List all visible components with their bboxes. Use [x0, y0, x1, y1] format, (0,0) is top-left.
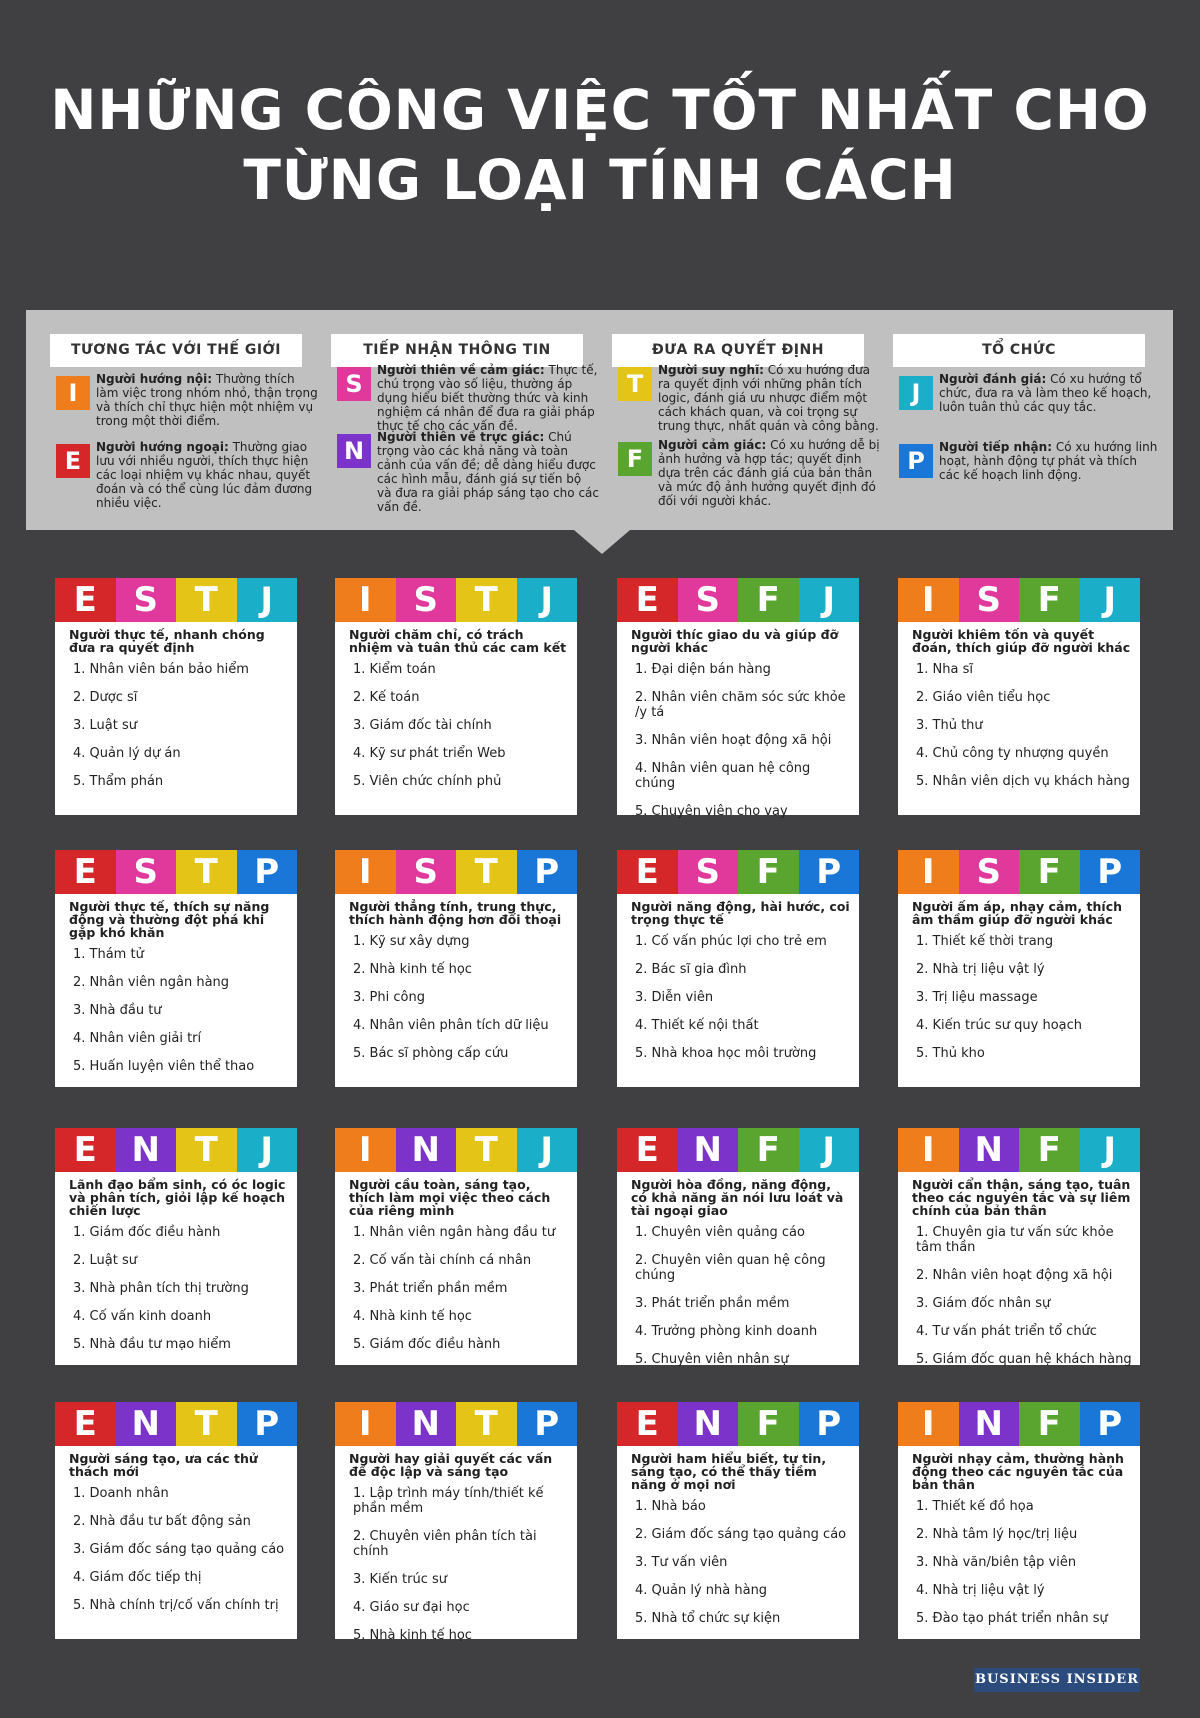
job-item: 5. Giám đốc điều hành — [353, 1337, 501, 1352]
job-item: 3. Nhà đầu tư — [73, 1003, 162, 1018]
job-item: 1. Đại diện bán hàng — [635, 662, 771, 677]
job-item: 1. Giám đốc điều hành — [73, 1225, 221, 1240]
type-letter: N — [116, 1402, 177, 1446]
type-letter: T — [456, 578, 517, 622]
legend-definition: Thường giao lưu với nhiều người, thích thực hiện các loại nhiệm vụ khác nhau, quyết đoán và có thể cùng lúc đảm đương nhiều việc. — [96, 440, 313, 510]
job-item: 5. Bác sĩ phòng cấp cứu — [353, 1046, 509, 1061]
legend-description — [939, 372, 1161, 414]
type-letter: I — [335, 578, 396, 622]
personality-card — [617, 1128, 859, 1365]
job-list — [617, 1499, 859, 1626]
type-letter: E — [617, 578, 678, 622]
job-item: 4. Nhân viên quan hệ công chúng — [635, 761, 811, 791]
legend-term: Người cảm giác: — [658, 438, 767, 452]
personality-card — [335, 1402, 577, 1643]
page-title — [0, 75, 1200, 215]
job-list — [335, 662, 577, 789]
job-list — [617, 934, 859, 1061]
job-list — [55, 662, 297, 789]
legend-description — [96, 372, 318, 428]
job-item: 5. Giám đốc quan hệ khách hàng — [916, 1352, 1132, 1367]
type-letters — [335, 1402, 577, 1446]
type-letter: T — [456, 1128, 517, 1172]
job-item: 4. Quản lý nhà hàng — [635, 1583, 768, 1598]
type-letters — [617, 578, 859, 622]
legend-definition: Có xu hướng dễ bị ảnh hưởng và hợp tác; quyết định dựa trên các đánh giá của bản thân và mức độ ảnh hưởng quyết định đó đối với người khác. — [658, 438, 880, 508]
job-item: 4. Nhà trị liệu vật lý — [916, 1583, 1045, 1598]
job-item: 3. Diễn viên — [635, 990, 714, 1005]
type-description: Người hòa đồng, năng động, có khả năng ăn nói lưu loát và tài ngoại giao — [631, 1177, 844, 1218]
job-list — [335, 1486, 577, 1643]
job-item: 2. Nhà kinh tế học — [353, 962, 472, 977]
type-letters — [898, 578, 1140, 622]
legend-description — [96, 440, 318, 510]
legend-term: Người thiên về trực giác: — [377, 430, 545, 444]
legend-term: Người tiếp nhận: — [939, 440, 1052, 454]
job-item: 1. Doanh nhân — [73, 1486, 169, 1501]
type-letter: I — [898, 578, 959, 622]
job-item: 2. Nhà đầu tư bất động sản — [73, 1514, 251, 1529]
legend-definition: Có xu hướng linh hoạt, hành động tự phát và thích các kế hoạch linh động. — [939, 440, 1158, 482]
job-item: 1. Nhà báo — [635, 1499, 706, 1514]
personality-card — [617, 850, 859, 1087]
job-item: 5. Nhà đầu tư mạo hiểm — [73, 1337, 231, 1352]
legend-letter-badge: J — [899, 376, 933, 410]
job-item: 5. Nhà kinh tế học — [353, 1628, 472, 1643]
job-item: 1. Kiểm toán — [353, 662, 436, 677]
type-letter: S — [396, 578, 457, 622]
job-item: 4. Nhân viên giải trí — [73, 1031, 202, 1046]
legend-column — [331, 334, 599, 514]
job-item: 5. Thẩm phán — [73, 774, 164, 789]
title-line-2: TỪNG LOẠI TÍNH CÁCH — [243, 148, 957, 212]
type-description: Người sáng tạo, ưa các thử thách mới — [69, 1451, 258, 1479]
type-letter: N — [396, 1402, 457, 1446]
job-item: 2. Nhân viên hoạt động xã hội — [916, 1268, 1113, 1283]
job-item: 4. Cố vấn kinh doanh — [73, 1309, 212, 1324]
job-item: 1. Kỹ sư xây dựng — [353, 934, 470, 949]
type-description: Người khiêm tốn và quyết đoán, thích giúp đỡ người khác — [912, 627, 1131, 655]
type-letter: F — [1019, 850, 1080, 894]
job-item: 4. Nhân viên phân tích dữ liệu — [353, 1018, 549, 1033]
type-letter: J — [517, 1128, 578, 1172]
job-item: 5. Viên chức chính phủ — [353, 774, 502, 789]
job-item: 3. Thủ thư — [916, 718, 983, 733]
job-item: 4. Kỹ sư phát triển Web — [353, 746, 506, 761]
job-item: 1. Nhân viên bán bảo hiểm — [73, 662, 249, 677]
type-letter: J — [799, 1128, 860, 1172]
job-item: 3. Phi công — [353, 990, 425, 1005]
legend-column — [50, 334, 318, 510]
type-letter: P — [799, 1402, 860, 1446]
legend-term: Người thiên về cảm giác: — [377, 363, 545, 377]
personality-card — [55, 850, 297, 1087]
type-letters — [898, 850, 1140, 894]
personality-card — [55, 1402, 297, 1639]
legend-definition: Có xu hướng tổ chức, đưa ra và làm theo kế hoạch, luôn tuân thủ các quy tắc. — [939, 372, 1152, 414]
type-letter: J — [1080, 1128, 1141, 1172]
type-letter: P — [517, 1402, 578, 1446]
type-letter: F — [738, 1402, 799, 1446]
title-line-1: NHỮNG CÔNG VIỆC TỐT NHẤT CHO — [50, 78, 1150, 142]
job-item: 3. Giám đốc nhân sự — [916, 1296, 1051, 1311]
job-item: 5. Huấn luyện viên thể thao — [73, 1059, 255, 1074]
type-letters — [55, 850, 297, 894]
job-item: 5. Nhân viên dịch vụ khách hàng — [916, 774, 1130, 789]
personality-card — [55, 578, 297, 815]
type-letter: T — [176, 850, 237, 894]
legend-panel — [26, 310, 1173, 530]
legend-description — [658, 438, 880, 508]
type-letter: P — [237, 850, 298, 894]
job-item: 4. Giáo sư đại học — [353, 1600, 470, 1615]
type-letters — [335, 850, 577, 894]
legend-definition: Thường thích làm việc trong nhóm nhỏ, thận trọng và thích chỉ thực hiện một nhiệm vụ trong một thời điểm. — [96, 372, 318, 428]
type-letter: S — [116, 850, 177, 894]
legend-letter-badge: P — [899, 444, 933, 478]
type-letter: N — [396, 1128, 457, 1172]
job-item: 1. Thiết kế thời trang — [916, 934, 1054, 949]
job-item: 4. Chủ công ty nhượng quyền — [916, 746, 1109, 761]
type-letter: J — [237, 578, 298, 622]
type-letter: I — [898, 1128, 959, 1172]
type-letters — [335, 1128, 577, 1172]
job-item: 1. Thám tử — [73, 947, 144, 962]
job-item: 3. Nhà văn/biên tập viên — [916, 1555, 1077, 1570]
type-letter: E — [55, 1128, 116, 1172]
legend-heading: TƯƠNG TÁC VỚI THẾ GIỚI — [50, 334, 302, 367]
type-letter: S — [396, 850, 457, 894]
legend-definition: Chú trọng vào các khả năng và toàn cảnh của vấn đề; dễ dàng hiểu được các hình mẫu, đánh giá sự tiến bộ và đưa ra giải pháp sáng tạo cho các vấn đề. — [377, 430, 599, 514]
personality-card — [898, 1402, 1140, 1639]
job-list — [335, 1225, 577, 1352]
job-item: 4. Giám đốc tiếp thị — [73, 1570, 202, 1585]
type-letter: T — [176, 1128, 237, 1172]
job-item: 1. Lập trình máy tính/thiết kế phần mềm — [353, 1486, 544, 1516]
type-letter: E — [617, 850, 678, 894]
job-item: 2. Nhân viên ngân hàng — [73, 975, 230, 990]
legend-term: Người suy nghĩ: — [658, 363, 764, 377]
job-item: 5. Nhà khoa học môi trường — [635, 1046, 817, 1061]
type-letter: J — [799, 578, 860, 622]
personality-card — [335, 1128, 577, 1365]
type-letter: F — [1019, 1128, 1080, 1172]
type-letters — [55, 1128, 297, 1172]
type-description: Người ham hiểu biết, tự tin, sáng tạo, có thể thấy tiềm năng ở mọi nơi — [631, 1451, 827, 1492]
type-description: Người ấm áp, nhạy cảm, thích âm thầm giúp đỡ người khác — [912, 899, 1122, 927]
legend-heading: TỔ CHỨC — [893, 334, 1145, 367]
job-item: 2. Cố vấn tài chính cá nhân — [353, 1253, 532, 1268]
type-letter: F — [1019, 578, 1080, 622]
type-letters — [617, 1402, 859, 1446]
legend-letter-badge: E — [56, 444, 90, 478]
type-letter: S — [959, 578, 1020, 622]
type-letters — [617, 850, 859, 894]
personality-card — [898, 1128, 1140, 1365]
type-letter: N — [959, 1402, 1020, 1446]
job-item: 1. Chuyên viên quảng cáo — [635, 1225, 805, 1240]
type-letter: N — [116, 1128, 177, 1172]
type-letter: I — [335, 1128, 396, 1172]
type-letter: J — [1080, 578, 1141, 622]
type-letter: S — [678, 850, 739, 894]
type-letter: N — [959, 1128, 1020, 1172]
job-item: 4. Thiết kế nội thất — [635, 1018, 759, 1033]
type-description: Người thực tế, nhanh chóng đưa ra quyết định — [69, 627, 265, 655]
legend-description — [939, 440, 1161, 482]
type-letters — [898, 1128, 1140, 1172]
job-item: 2. Chuyên viên phân tích tài chính — [353, 1529, 537, 1559]
type-letter: P — [799, 850, 860, 894]
job-item: 3. Giám đốc tài chính — [353, 718, 492, 733]
type-description: Người cầu toàn, sáng tạo, thích làm mọi việc theo cách của riêng mình — [349, 1177, 551, 1218]
legend-column — [612, 334, 880, 508]
type-letters — [898, 1402, 1140, 1446]
job-item: 2. Nhân viên chăm sóc sức khỏe /y tá — [635, 690, 846, 720]
type-letter: J — [517, 578, 578, 622]
legend-term: Người hướng ngoại: — [96, 440, 229, 454]
type-letter: I — [898, 850, 959, 894]
legend-column — [893, 334, 1158, 482]
type-letter: F — [738, 1128, 799, 1172]
job-item: 1. Nhân viên ngân hàng đầu tư — [353, 1225, 556, 1240]
personality-card — [898, 578, 1140, 815]
job-item: 2. Giám đốc sáng tạo quảng cáo — [635, 1527, 847, 1542]
job-item: 2. Nhà tâm lý học/trị liệu — [916, 1527, 1078, 1542]
personality-card — [335, 578, 577, 815]
job-item: 4. Quản lý dự án — [73, 746, 181, 761]
type-letter: J — [237, 1128, 298, 1172]
job-item: 4. Trưởng phòng kinh doanh — [635, 1324, 818, 1339]
legend-definition: Thực tế, chú trọng vào số liệu, thường áp dụng hiểu biết thường thức và kinh nghiệm cá nhân để đưa ra giải pháp thực tế cho các vấn đề. — [377, 363, 598, 433]
personality-card — [898, 850, 1140, 1087]
type-letters — [55, 1402, 297, 1446]
type-letter: P — [1080, 1402, 1141, 1446]
legend-heading: ĐƯA RA QUYẾT ĐỊNH — [612, 334, 864, 367]
type-letter: T — [176, 1402, 237, 1446]
type-letter: I — [335, 1402, 396, 1446]
job-item: 3. Kiến trúc sư — [353, 1572, 448, 1587]
job-item: 3. Nhân viên hoạt động xã hội — [635, 733, 832, 748]
type-letter: P — [517, 850, 578, 894]
type-letter: P — [1080, 850, 1141, 894]
job-list — [55, 1225, 297, 1352]
legend-description — [377, 363, 599, 433]
job-item: 1. Thiết kế đồ họa — [916, 1499, 1034, 1514]
job-list — [617, 1225, 859, 1367]
type-letter: N — [678, 1402, 739, 1446]
type-letter: T — [176, 578, 237, 622]
job-item: 5. Thủ kho — [916, 1046, 985, 1061]
job-item: 1. Nha sĩ — [916, 662, 973, 677]
type-description: Lãnh đạo bẩm sinh, có óc logic và phân tích, giỏi lập kế hoạch chiến lược — [69, 1177, 286, 1218]
job-item: 5. Chuyên viên cho vay — [635, 804, 788, 819]
type-description: Người năng động, hài hước, coi trọng thực tế — [631, 899, 850, 927]
legend-letter-badge: I — [56, 376, 90, 410]
job-list — [898, 934, 1140, 1061]
job-item: 3. Luật sư — [73, 718, 137, 733]
legend-definition: Có xu hướng đưa ra quyết định với những phân tích logic, đánh giá ưu nhược điểm một cách khách quan, và coi trọng sự trung thực, nhất quán và công bằng. — [658, 363, 879, 433]
type-letter: E — [55, 850, 116, 894]
legend-letter-badge: N — [337, 434, 371, 468]
legend-heading: TIẾP NHẬN THÔNG TIN — [331, 334, 583, 367]
job-item: 3. Phát triển phần mềm — [353, 1281, 508, 1296]
job-item: 1. Cố vấn phúc lợi cho trẻ em — [635, 934, 827, 949]
job-item: 3. Phát triển phần mềm — [635, 1296, 790, 1311]
job-item: 2. Dược sĩ — [73, 690, 138, 705]
type-letter: F — [1019, 1402, 1080, 1446]
type-letter: E — [617, 1402, 678, 1446]
job-item: 5. Đào tạo phát triển nhân sự — [916, 1611, 1108, 1626]
brand-logo: BUSINESS INSIDER — [974, 1668, 1140, 1692]
type-letter: S — [678, 578, 739, 622]
job-item: 2. Giáo viên tiểu học — [916, 690, 1051, 705]
job-item: 3. Trị liệu massage — [916, 990, 1038, 1005]
job-item: 4. Nhà kinh tế học — [353, 1309, 472, 1324]
type-description: Người thẳng tính, trung thực, thích hành động hơn đối thoại — [349, 899, 562, 927]
job-list — [898, 1225, 1140, 1367]
legend-term: Người đánh giá: — [939, 372, 1047, 386]
personality-card — [617, 1402, 859, 1639]
type-letters — [55, 578, 297, 622]
type-letter: F — [738, 850, 799, 894]
type-description: Người chăm chỉ, có trách nhiệm và tuân thủ các cam kết — [349, 627, 567, 655]
type-letter: E — [55, 1402, 116, 1446]
job-list — [617, 662, 859, 819]
job-item: 2. Bác sĩ gia đình — [635, 962, 747, 977]
job-item: 5. Chuyên viên nhân sự — [635, 1352, 789, 1367]
job-list — [898, 1499, 1140, 1626]
job-item: 2. Luật sư — [73, 1253, 137, 1268]
type-letter: T — [456, 1402, 517, 1446]
legend-letter-badge: F — [618, 442, 652, 476]
job-item: 3. Giám đốc sáng tạo quảng cáo — [73, 1542, 285, 1557]
type-description: Người thíc giao du và giúp đỡ người khác — [631, 627, 839, 655]
job-item: 2. Nhà trị liệu vật lý — [916, 962, 1045, 977]
type-letter: E — [55, 578, 116, 622]
type-letters — [335, 578, 577, 622]
legend-description — [658, 363, 880, 433]
legend-pointer — [574, 530, 630, 554]
type-letter: S — [116, 578, 177, 622]
job-list — [55, 1486, 297, 1613]
job-item: 2. Kế toán — [353, 690, 420, 705]
job-list — [335, 934, 577, 1061]
personality-card — [335, 850, 577, 1087]
job-item: 2. Chuyên viên quan hệ công chúng — [635, 1253, 826, 1283]
type-letter: I — [335, 850, 396, 894]
personality-card — [617, 578, 859, 819]
type-letter: S — [959, 850, 1020, 894]
legend-term: Người hướng nội: — [96, 372, 213, 386]
type-letters — [617, 1128, 859, 1172]
legend-letter-badge: S — [337, 367, 371, 401]
job-list — [898, 662, 1140, 789]
type-letter: P — [237, 1402, 298, 1446]
job-item: 3. Tư vấn viên — [635, 1555, 728, 1570]
job-item: 1. Chuyên gia tư vấn sức khỏe tâm thần — [916, 1225, 1114, 1255]
type-letter: F — [738, 578, 799, 622]
job-list — [55, 947, 297, 1074]
job-item: 5. Nhà tổ chức sự kiện — [635, 1611, 781, 1626]
type-letter: N — [678, 1128, 739, 1172]
personality-card — [55, 1128, 297, 1365]
job-item: 4. Kiến trúc sư quy hoạch — [916, 1018, 1083, 1033]
legend-letter-badge: T — [618, 367, 652, 401]
type-letter: T — [456, 850, 517, 894]
type-letter: E — [617, 1128, 678, 1172]
job-item: 4. Tư vấn phát triển tổ chức — [916, 1324, 1097, 1339]
type-letter: I — [898, 1402, 959, 1446]
type-description: Người cẩn thận, sáng tạo, tuân theo các nguyên tắc và sự liêm chính của bản thân — [912, 1177, 1131, 1218]
type-description: Người thực tế, thích sự năng động và thường đột phá khi gặp khó khăn — [69, 899, 270, 940]
legend-description — [377, 430, 599, 514]
job-item: 3. Nhà phân tích thị trường — [73, 1281, 249, 1296]
type-description: Người hay giải quyết các vấn đề độc lập và sáng tạo — [349, 1451, 553, 1479]
job-item: 5. Nhà chính trị/cố vấn chính trị — [73, 1598, 279, 1613]
type-description: Người nhạy cảm, thường hành động theo các nguyên tắc của bản thân — [912, 1451, 1124, 1492]
